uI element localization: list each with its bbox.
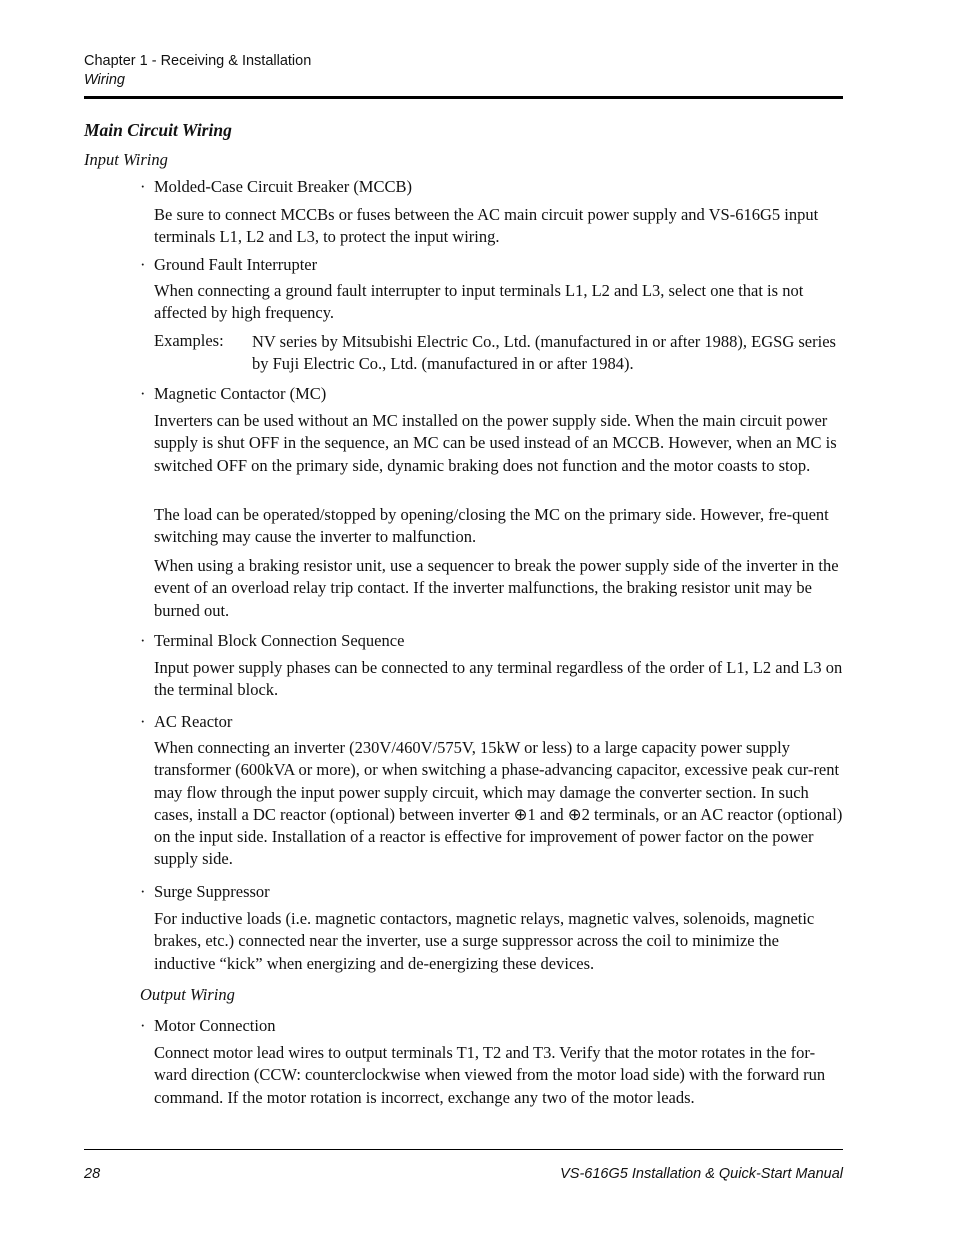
bullet-motor-connection: · Motor Connection xyxy=(140,1016,276,1035)
bullet-magnetic-contactor: · Magnetic Contactor (MC) xyxy=(140,384,327,403)
para-mc-3: When using a braking resistor unit, use a sequencer to break the power supply side of the inverter in the event of an overload relay trip contact. If the inverter malfunctions, the braking resistor unit may be burned out. xyxy=(154,556,839,620)
bullet-surge-suppressor: · Surge Suppressor xyxy=(140,882,270,901)
bullet-terminal-block: · Terminal Block Connection Sequence xyxy=(140,631,405,650)
para-ground-fault: When connecting a ground fault interrupter to input terminals L1, L2 and L3, select one that is not affected by high frequency. xyxy=(154,281,804,323)
section-title: Wiring xyxy=(84,72,125,88)
chapter-title: Chapter 1 - Receiving & Installation xyxy=(84,53,312,69)
bullet-mccb: · Molded-Case Circuit Breaker (MCCB) xyxy=(140,177,412,196)
bullet-ac-reactor: · AC Reactor xyxy=(140,712,233,731)
para-mccb: Be sure to connect MCCBs or fuses between the AC main circuit power supply and VS-616G5 input terminals L1, L2 and L3, to protect the input wiring. xyxy=(154,205,819,247)
footer-rule xyxy=(84,1149,843,1150)
para-surge-suppressor: For inductive loads (i.e. magnetic contactors, magnetic relays, magnetic valves, solenoids, magnetic brakes, etc.) connected near the inverter, use a surge suppressor across the coil to minimize the inductive “kick” when energizing and de-energizing these devices. xyxy=(154,909,815,973)
manual-title: VS-616G5 Installation & Quick-Start Manual xyxy=(560,1166,843,1182)
running-header xyxy=(84,52,311,90)
para-motor-connection: Connect motor lead wires to output terminals T1, T2 and T3. Verify that the motor rotates in the for-ward direction (CCW: counterclockwise when viewed from the motor load side) with the forward run command. If the motor rotation is incorrect, exchange any two of the motor leads. xyxy=(154,1043,826,1107)
bullet-ground-fault: · Ground Fault Interrupter xyxy=(140,255,318,274)
examples-label: Examples: xyxy=(154,331,224,350)
header-rule xyxy=(84,96,843,99)
page-title: Main Circuit Wiring xyxy=(84,120,232,140)
para-ac-reactor: When connecting an inverter (230V/460V/575V, 15kW or less) to a large capacity power supply transformer (600kVA or more), or when switching a phase-advancing capacitor, excessive peak cur-rent may flow through the input power supply circuit, which may damage the converter section. In such cases, install a DC reactor (optional) between inverter ⊕1 and ⊕2 terminals, or an AC reactor (optional) on the input side. Installation of a reactor is effective for improvement of power factor on the power supply side. xyxy=(154,738,843,869)
para-terminal-block: Input power supply phases can be connected to any terminal regardless of the order of L1, L2 and L3 on the terminal block. xyxy=(154,658,843,700)
input-wiring-heading: Input Wiring xyxy=(84,150,168,169)
para-mc-2: The load can be operated/stopped by opening/closing the MC on the primary side. However, fre-quent switching may cause the inverter to malfunction. xyxy=(154,505,829,547)
page-number: 28 xyxy=(84,1166,101,1182)
para-mc-1: Inverters can be used without an MC installed on the power supply side. When the main circuit power supply is shut OFF in the sequence, an MC can be used instead of an MCCB. However, when an MC is switched OFF on the primary side, dynamic braking does not function and the motor coasts to stop. xyxy=(154,411,837,475)
examples-text: NV series by Mitsubishi Electric Co., Ltd. (manufactured in or after 1988), EGSG series by Fuji Electric Co., Ltd. (manufactured in or after 1984). xyxy=(252,332,836,374)
output-wiring-heading: Output Wiring xyxy=(140,985,235,1004)
